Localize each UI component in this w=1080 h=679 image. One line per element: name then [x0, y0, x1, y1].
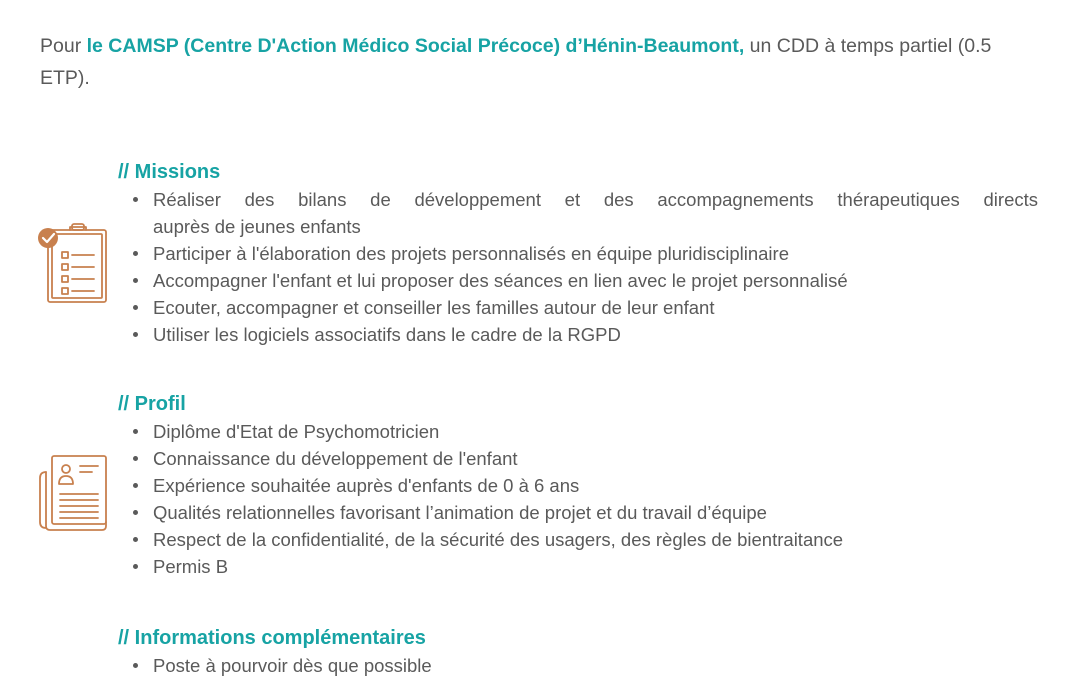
profil-item: Permis B: [118, 553, 1038, 580]
mission-item: Accompagner l'enfant et lui proposer des séances en lien avec le projet personnalisé: [118, 267, 1038, 294]
mission-item: Participer à l'élaboration des projets personnalisés en équipe pluridisciplinaire: [118, 240, 1038, 267]
intro-employer-highlight: le CAMSP (Centre D'Action Médico Social Précoce) d’Hénin-Beaumont,: [86, 34, 745, 57]
cv-document-icon: [36, 452, 110, 532]
profil-list: [118, 418, 1038, 580]
infos-title: // Informations complémentaires: [118, 627, 426, 649]
mission-item-continuation: auprès de jeunes enfants: [153, 216, 361, 237]
mission-item: Utiliser les logiciels associatifs dans le cadre de la RGPD: [118, 321, 1038, 348]
infos-section: [118, 624, 1038, 679]
profil-item: Diplôme d'Etat de Psychomotricien: [118, 418, 1038, 445]
missions-section: [118, 158, 1038, 348]
profil-item: Respect de la confidentialité, de la sécurité des usagers, des règles de bientraitance: [118, 526, 1038, 553]
checklist-clipboard-icon: [36, 222, 110, 304]
profil-item: Expérience souhaitée auprès d'enfants de 0 à 6 ans: [118, 472, 1038, 499]
intro-paragraph: [40, 30, 1040, 94]
mission-item: Réaliser des bilans de développement et des accompagnements thérapeutiques directs: [118, 186, 1038, 213]
profil-item: Qualités relationnelles favorisant l’animation de projet et du travail d’équipe: [118, 499, 1038, 526]
missions-title: // Missions: [118, 161, 221, 183]
missions-list: [118, 186, 1038, 348]
profil-section: [118, 390, 1038, 580]
intro-suffix: un CDD à temps partiel (0.5 ETP).: [40, 34, 992, 89]
mission-item: Ecouter, accompagner et conseiller les familles autour de leur enfant: [118, 294, 1038, 321]
profil-title: // Profil: [118, 393, 186, 415]
infos-item: Poste à pourvoir dès que possible: [118, 652, 1038, 679]
intro-prefix: Pour: [40, 34, 87, 57]
profil-item: Connaissance du développement de l'enfant: [118, 445, 1038, 472]
